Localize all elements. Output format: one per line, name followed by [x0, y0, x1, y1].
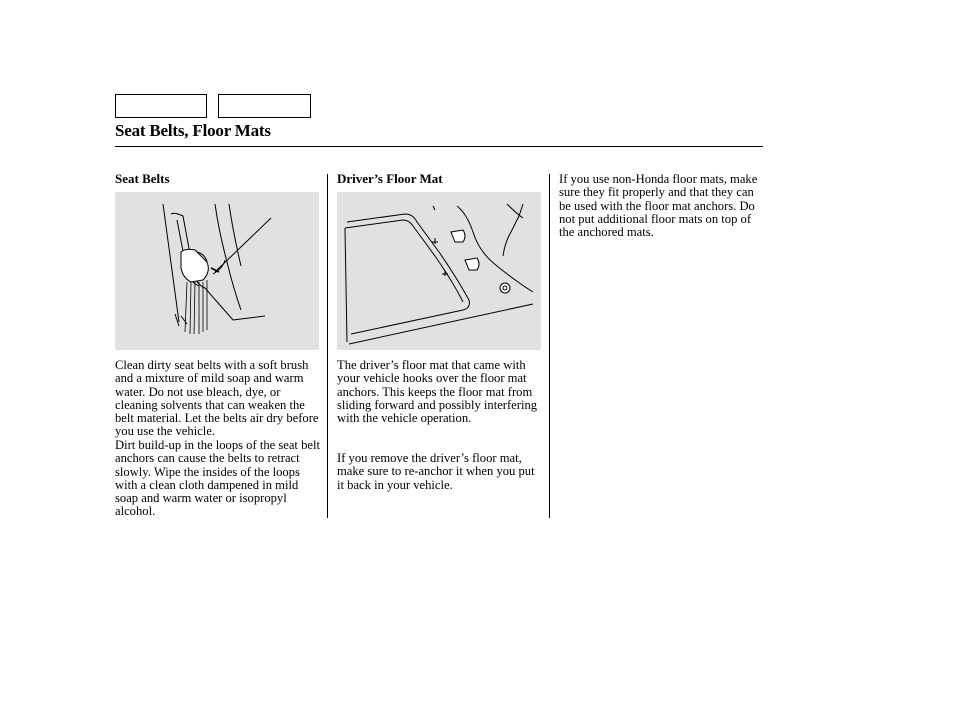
nav-tab-1[interactable]: [115, 94, 207, 118]
seat-belts-heading: Seat Belts: [115, 171, 170, 186]
page-title: Seat Belts, Floor Mats: [115, 121, 271, 140]
non-honda-mats-text: If you use non-Honda floor mats, make sure they fit properly and that they can be used with the floor mat anchors. Do not put additional floor mats on top of the anchored mats.: [559, 172, 758, 240]
floor-mat-reanchor-text: If you remove the driver’s floor mat, make sure to re-anchor it when you put it back in your vehicle.: [337, 451, 535, 492]
column-divider: [549, 174, 550, 518]
seat-belt-cleaning-text: Clean dirty seat belts with a soft brush and a mixture of mild soap and warm water. Do not use bleach, dye, or cleaning solvents that can weaken the belt material. Let the belts air dry before you use the vehicle.: [115, 358, 319, 439]
floor-mat-illustration: [337, 192, 541, 350]
column-divider: [327, 174, 328, 518]
floor-mat-heading: Driver’s Floor Mat: [337, 171, 443, 186]
seat-belt-anchor-text: Dirt build-up in the loops of the seat belt anchors can cause the belts to retract slowly. Wipe the insides of the loops with a clean cloth dampened in mild soap and warm water or isopropyl alcohol.: [115, 438, 320, 519]
seat-belt-illustration: [115, 192, 319, 350]
nav-tab-2[interactable]: [218, 94, 311, 118]
seat-belt-drawing: [115, 192, 319, 350]
floor-mat-drawing: [337, 192, 541, 350]
title-rule: [115, 146, 763, 147]
floor-mat-hook-text: The driver’s floor mat that came with your vehicle hooks over the floor mat anchors. This keeps the floor mat from sliding forward and possibly interfering with the vehicle operation.: [337, 358, 538, 426]
